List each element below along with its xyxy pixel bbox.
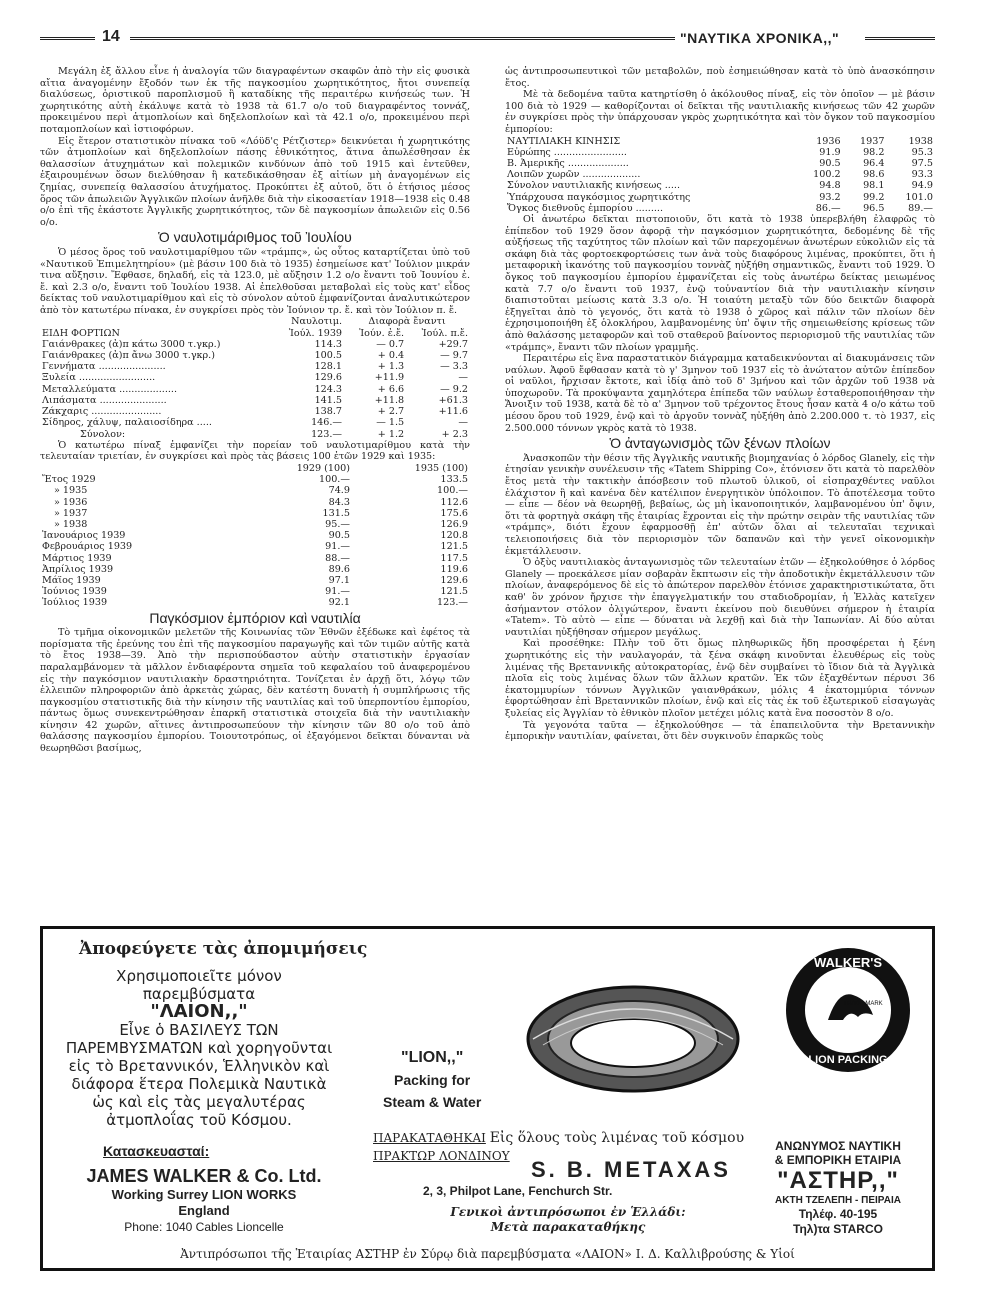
maker-name: JAMES WALKER & Co. Ltd. — [86, 1166, 322, 1186]
table-row — [40, 350, 470, 361]
paragraph: Τὰ γεγονότα ταῦτα — ἐξηκολούθησε — τὰ ἐπαπειλοῦντα τὴν Βρεταννικὴν ἐμπορικὴν ναυτιλίαν, φαίνεται, ὅτι δὲν συγκινοῦν ἐπαρκῶς τοὺς — [505, 719, 935, 743]
table-row — [40, 485, 470, 496]
paragraph: Ὁ κατωτέρω πίναξ ἐμφανίζει τὴν πορείαν τοῦ ναυλοτιμαρίθμου κατὰ τὴν τελευταίαν τριετίαν, ἐν συγκρίσει καὶ πρὸς τὰς βάσεις 100 ἐτῶν 1929 καὶ 1935: — [40, 439, 470, 463]
paragraph: Εἰς ἕτερον στατιστικὸν πίνακα τοῦ «Λόϋδ'ς Ρέτζιστερ» δεικνύεται ἡ χωρητικότης τῶν ἀτμοπλοίων καὶ δηξελοπλοίων πάσης ἐθνικότητος, ἅτινα ἀπωλέσθησαν ἐκ θαλασσίων ἀτυχημάτων καὶ πολεμικῶν κινδύνων ἀπὸ τοῦ 1915 καὶ ἐντεῦθεν, ἐξαιρουμένων ὅσων διελύθησαν ἢ κατεδικάσθησαν ἐξ αἰτίων μὴ ἀναγομένων εἰς ζημίας, συνεπείᾳ θαλασσίου ἀτυχήματος. Προκύπτει ἐξ αὐτοῦ, ὅτι ὁ ἐτήσιος μέσος ὅρος τῶν ἀπωλειῶν Ἀγγλικῶν πλοίων ἀνῆλθε διὰ τὴν εἰκοσαετίαν 1918—1938 εἰς 0.48 ο/ο ἐπὶ τῆς ἑκάστοτε Ἀγγλικῆς χωρητικότητος, τῶν δὲ παγκοσμίων ἀπωλειῶν εἰς 0.56 ο/ο. — [40, 135, 470, 228]
ad-body — [59, 967, 339, 1129]
deposit-text: Εἰς ὅλους τοὺς λιμένας τοῦ κόσμου — [489, 1130, 745, 1146]
table-cell: 100.— — [319, 474, 350, 486]
table-cell: 133.5 — [440, 474, 468, 486]
table-cell: 90.5 — [328, 530, 350, 542]
table-header-cell: 1938 — [908, 135, 933, 147]
table-cell: 99.2 — [863, 191, 885, 203]
aster-address: ΑΚΤΗ ΤΖΕΛΕΠΗ - ΠΕΙΡΑΙΑ — [775, 1195, 901, 1206]
aster-telegram: Τηλ)τα STARCO — [793, 1222, 883, 1236]
table-cell: 120.8 — [440, 530, 468, 542]
table-cell: 138.7 — [314, 406, 343, 418]
index-history-table — [40, 463, 470, 609]
table-cell: » 1935 — [54, 485, 88, 497]
agents-line: Γενικοὶ ἀντιπρόσωποι ἐν Ἑλλάδι: — [450, 1205, 686, 1219]
table-cell: 93.3 — [911, 169, 933, 181]
table-cell: Γαιάνθρακες (ἀ)π ἄνω 3000 τ.γκρ.) — [42, 350, 215, 362]
agent-label: ΠΡΑΚΤΩΡ ΛΟΝΔΙΝΟΥ — [373, 1149, 510, 1163]
table-cell: — 9.2 — [440, 383, 468, 395]
shipping-movement-table — [505, 136, 935, 214]
table-cell: 95.— — [325, 518, 350, 530]
paragraph: Ὁ μέσος ὅρος τοῦ ναυλοτιμαρίθμου τῶν «τράμπς», ὡς οὗτος καταρτίζεται ὑπὸ τοῦ «Ναυτικοῦ Ἐπιμελητηρίου» (μὲ βάσιν 100 διὰ τὸ 1935) ἐσημείωσε κατ' Ἰούλιον μικράν τινα αὔξησιν. Ἔφθασε, δηλαδή, εἰς τὰ 123.0, μὲ αὔξησιν 1.2 ο/ο ἔναντι τοῦ Ἰουνίου ἐ. ἔ. καὶ 2.3 ο/ο, ἔναντι τοῦ Ἰουλίου 1938. Αἱ ἐπελθοῦσαι μεταβολαὶ εἰς τοὺς κατ' εἶδος δείκτας τοῦ ναυλοτιμαρίθμου καὶ εἰς τὸ σύνολον αὐτοῦ ἐμφανίζονται ἀναλυτικώτερον ἀπὸ τὸν κατωτέρω πίνακα, ἐν συγκρίσει πρὸς τὸν Ἰούνιον τρ. ἔ. καὶ τὸν Ἰούλιον π. ἔ. — [40, 246, 470, 316]
table-cell: 98.6 — [863, 169, 885, 181]
table-cell: Φεβρουάριος 1939 — [42, 541, 133, 553]
table-cell: Β. Ἀμερικῆς .................... — [507, 157, 629, 169]
table-row — [40, 508, 470, 519]
paragraph: Μεγάλη ἐξ ἄλλου εἶνε ἡ ἀναλογία τῶν διαγραφέντων σκαφῶν ἀπὸ τὴν εἰς φυσικὰ αἴτια ἀναγομένην ἔξοδόν των ἐκ τῆς παγκοσμίου χωρητικότητος, ἤτοι συνεπείᾳ διαλύσεως, ὁριστικοῦ παροπλισμοῦ ἢ καταδίκης τῆς περαιτέρω κινήσεώς των. Ἡ χωρητικότης αὐτὴ ἐκάλυψε κατὰ τὸ 1938 τὰ 61.7 ο/ο τοῦ διαγραφέντος τοννάζ, προκειμένου περὶ ἀτμοπλοίων καὶ δηξελοπλοίων καὶ τὰ 42.1 ο/ο, προκειμένου περὶ ποταμοπλοίων καὶ ἱστιοφόρων. — [40, 66, 470, 135]
table-cell: 84.3 — [328, 496, 350, 508]
table-cell: 141.5 — [314, 394, 343, 406]
table-cell: 91.— — [325, 586, 350, 598]
table-cell: + 2.7 — [377, 406, 405, 418]
page-header — [40, 28, 935, 50]
table-cell: Λοιπῶν χωρῶν ................... — [507, 169, 641, 181]
table-cell: 94.9 — [911, 180, 933, 192]
table-cell: Ἔτος 1929 — [42, 474, 96, 486]
paragraph: Τὸ τμῆμα οἰκονομικῶν μελετῶν τῆς Κοινωνίας τῶν Ἐθνῶν ἐξέδωκε καὶ ἐφέτος τὰ πορίσματα τῆς ἐρεύνης του ἐπὶ τῆς παγκοσμίου παραγωγῆς καὶ τῶν τιμῶν αὐτῆς κατὰ τὸ ἔτος 1938—39. Ἀπὸ τὴν περισπούδαστον αὐτὴν στατιστικὴν ἐργασίαν παραλαμβάνομεν τὰ μᾶλλον ἐνδιαφέροντα σημεῖα τοῦ κεφαλαίου τοῦ ἀναφερομένου εἰς τὴν παγκόσμιον ναυτιλιακὴν δραστηριότητα. Τονίζεται ἐν ἀρχῇ ὅτι, λόγῳ τῶν ἐλλειπῶν πληροφοριῶν ἀπὸ ἀρκετὰς χώρας, δὲν κατέστη δυνατὴ ἡ συμπλήρωσις τῆς παγκοσμίου στατιστικῆς διὰ τὴν κίνησιν τῆς ναυτιλίας καὶ τοῦ ὑπερποντίου ἐμπορίου, πάντως ὅμως συνεκεντρώθησαν ἐπαρκῆ στατιστικὰ στοιχεῖα διὰ τὴν ναυτιλιακὴν κίνησιν 42 χωρῶν, αἵτινες ἀντιπροσωπεύουν τὴν κίνησιν τῶν 80 ο/ο τοῦ ἀπὸ θαλάσσης παγκοσμίου ἐμπορίου. Τοιουτοτρόπως, οἱ ἐξαγόμενοι δεῖκται δύνανται νὰ θεωρηθῶσι βασίμως, — [40, 627, 470, 755]
table-cell: +61.3 — [438, 394, 468, 406]
maker-block — [59, 1165, 349, 1235]
table-cell: Ὄγκος διεθνοῦς ἐμπορίου ......... — [507, 202, 664, 214]
table-row — [40, 586, 470, 597]
maker-phone: Phone: 1040 Cables Lioncelle — [124, 1220, 284, 1234]
table-cell: Μεταλλεύματα ................... — [42, 383, 178, 395]
table-cell: Ἰούνιος 1939 — [42, 586, 107, 598]
table-cell: 128.1 — [314, 361, 343, 373]
table-cell: 90.5 — [819, 157, 841, 169]
table-row — [40, 395, 470, 406]
paragraph: Ὁ ὀξὺς ναυτιλιακὸς ἀνταγωνισμὸς τῶν τελευταίων ἐτῶν — ἐξηκολούθησε ὁ λόρδος Glanely — προεκάλεσε μίαν σοβαρὰν ἔκπτωσιν εἰς τὴν ἀποδοτικὴν ἐκμετάλλευσιν τῶν πλοίων, ἀναφερόμενος δὲ εἰς τὸ ἀπώτερον παρελθὸν ἐτόνισε χαρακτηριστικώτατα, ὅτι καθ' ὃν χρόνον ἤρχισε τὴν ἐπαγγελματικήν του σταδιοδρομίαν, ἡ Ἑλλὰς κατεῖχεν ἀσήμαντον στόλον ὀλιγώτερον, ἔναντι ἐκείνου ποὺ διευθύνει σήμερον ἡ ἑταιρία «Tatem». Τὸ αὐτὸ — εἶπε — δύναται νὰ λεχθῇ καὶ διὰ τὴν Ἰαπωνίαν. Αἱ δύο αὐται ναυτιλίαι ηὐξήθησαν σήμερον μεγάλως. — [505, 557, 935, 638]
seal-top-text: WALKER'S — [813, 955, 883, 970]
table-cell: 97.1 — [328, 574, 350, 586]
table-cell: 129.6 — [440, 574, 468, 586]
table-row — [40, 575, 470, 586]
table-cell: Ὑπάρχουσα παγκόσμιος χωρητικότης — [507, 191, 691, 203]
lion-line: Packing for — [394, 1072, 471, 1088]
table-cell: +29.7 — [438, 338, 468, 350]
table-cell: 100.2 — [813, 169, 841, 181]
table-header-cell: ΝΑΥΤΙΛΙΑΚΗ ΚΙΝΗΣΙΣ — [507, 135, 621, 147]
table-cell: 91.9 — [819, 146, 841, 158]
lion-packing-text — [383, 1047, 481, 1113]
table-cell: + 1.2 — [377, 428, 405, 440]
right-column — [505, 66, 935, 743]
table-row — [40, 361, 470, 372]
table-cell: 86.— — [815, 202, 841, 214]
magazine-title: "ΝΑΥΤΙΚΑ ΧΡΟΝΙΚΑ,," — [680, 30, 840, 46]
table-total-row — [40, 429, 470, 440]
header-rule — [130, 37, 675, 40]
table-cell: — 1.5 — [376, 417, 405, 429]
page-number: 14 — [102, 28, 120, 45]
table-cell: Ἰούλιος 1939 — [42, 597, 108, 609]
maker-label: Κατασκευασταί: — [103, 1143, 210, 1159]
table-cell: 131.5 — [322, 507, 350, 519]
table-header-cell — [40, 463, 234, 474]
seal-center-text: TRADE MARK — [843, 1001, 883, 1007]
table-header-row — [40, 463, 470, 474]
table-row — [40, 497, 470, 508]
table-row — [40, 474, 470, 485]
table-cell: 112.6 — [440, 496, 468, 508]
table-cell: Σύνολον: — [80, 428, 126, 440]
table-cell: 94.8 — [819, 180, 841, 192]
lion-line: Steam & Water — [383, 1094, 482, 1110]
table-cell: 126.9 — [440, 518, 468, 530]
table-header-cell: 1936 — [816, 135, 841, 147]
table-header-cell: Ἰούλ. π.ἔ. — [421, 327, 468, 339]
table-cell: — 3.3 — [440, 361, 468, 373]
table-row — [505, 180, 935, 191]
table-cell: 93.2 — [819, 191, 841, 203]
table-cell: Μάϊος 1939 — [42, 574, 101, 586]
table-row — [40, 597, 470, 608]
table-row — [505, 203, 935, 214]
table-cell: 117.5 — [440, 552, 468, 564]
table-header-row — [505, 136, 935, 147]
table-header-cell: Ἰούλ. 1939 — [288, 327, 343, 339]
aster-line: & ΕΜΠΟΡΙΚΗ ΕΤΑΙΡΙΑ — [774, 1153, 902, 1167]
table-cell: 89.6 — [328, 563, 350, 575]
table-row — [40, 417, 470, 428]
seal-bottom-text: LION PACKING — [808, 1054, 888, 1066]
table-header-cell: 1937 — [860, 135, 885, 147]
section-heading: Παγκόσμιον ἐμπόριον καὶ ναυτιλία — [149, 609, 361, 626]
table-cell: Γαιάνθρακες (ἀ)π κάτω 3000 τ.γκρ.) — [42, 338, 221, 350]
table-row — [40, 406, 470, 417]
table-row — [40, 384, 470, 395]
table-row — [40, 553, 470, 564]
packing-ring-illustration — [523, 979, 743, 1099]
table-cell: +11.6 — [438, 406, 468, 418]
table-cell: 175.6 — [440, 507, 468, 519]
table-cell: 98.2 — [863, 146, 885, 158]
table-header-cell: Ναυλοτιμ. — [291, 316, 343, 328]
agents-line: Μετὰ παρακαταθήκης — [490, 1220, 646, 1234]
freight-index-table — [40, 316, 470, 439]
table-row — [505, 169, 935, 180]
table-cell: 97.5 — [911, 157, 933, 169]
table-row — [40, 530, 470, 541]
table-header-cell: 1929 (100) — [296, 462, 350, 474]
table-cell: +11.9 — [374, 372, 405, 384]
newspaper-page — [40, 28, 935, 1261]
table-cell: — 9.7 — [440, 350, 468, 362]
table-row — [40, 339, 470, 350]
table-cell: Σύνολον ναυτιλιακῆς κινήσεως ..... — [507, 180, 681, 192]
paragraph: Μὲ τὰ δεδομένα ταῦτα κατηρτίσθη ὁ ἀκόλουθος πίναξ, εἰς τὸν ὁποῖον — μὲ βάσιν 100 διὰ τὸ 1929 — καθορίζονται οἱ δεῖκται τῆς ναυτιλιακῆς κινήσεως τῶν 42 χωρῶν ἐν συγκρίσει πρὸς τὴν ὑπάρχουσαν γκρὸς χωρητικότητα καὶ τὸν ὄγκον τοῦ παγκοσμίου ἐμπορίου: — [505, 89, 935, 135]
table-cell: 98.1 — [863, 180, 885, 192]
table-cell: Λιπάσματα ...................... — [42, 394, 167, 406]
table-cell: 96.4 — [863, 157, 885, 169]
table-header-cell: Ἰούν. ἐ.ἔ. — [359, 327, 405, 339]
table-cell: + 1.3 — [377, 361, 405, 373]
table-cell: + 2.3 — [441, 428, 468, 440]
table-row — [40, 541, 470, 552]
lion-quote: "LION,," — [401, 1049, 464, 1066]
table-cell: Σίδηρος, χάλυψ, παλαιοσίδηρα ..... — [42, 417, 212, 429]
table-cell: 89.— — [908, 202, 933, 214]
table-header-cell: Διαφορὰ ἔναντι — [368, 316, 446, 328]
table-row — [505, 158, 935, 169]
table-cell: Γεννήματα ...................... — [42, 361, 166, 373]
table-cell: 129.6 — [314, 372, 343, 384]
table-header-cell — [40, 316, 271, 327]
ad-line: Χρησιμοποιεῖτε μόνον παρεμβύσματα — [116, 967, 282, 1003]
header-rule — [40, 37, 95, 40]
table-cell: Ξυλεία ......................... — [42, 372, 156, 384]
ad-brand: "ΛΑΙΟΝ,," — [150, 1001, 248, 1022]
table-cell: 119.6 — [440, 563, 468, 575]
maker-location: Working Surrey LION WORKS — [111, 1187, 297, 1202]
table-cell: 91.— — [325, 541, 350, 553]
table-cell: 74.9 — [328, 485, 350, 497]
table-cell: 123.— — [311, 428, 343, 440]
aster-name: "ΑΣΤΗΡ,," — [777, 1167, 899, 1194]
table-cell: + 6.6 — [377, 383, 405, 395]
table-cell: » 1938 — [54, 518, 88, 530]
section-heading: Ὁ ναυλοτιμάριθμος τοῦ Ἰουλίου — [158, 229, 352, 246]
table-row — [505, 192, 935, 203]
paragraph: Καὶ προσέθηκε: Πλὴν τοῦ ὅτι ὅμως πληθωρικῶς ἤδη προσφέρεται ἡ ξένη χωρητικότης εἰς τὴν ναυλαγοράν, τὰ ξένα σκάφη κινοῦνται ἐλευθέρως εἰς τοὺς λιμένας τῆς Βρεταννικῆς αὐτοκρατορίας, ἐνῷ δὲν συμβαίνει τὸ ἴδιον διὰ τὰ Ἀγγλικὰ πλοῖα εἰς τοὺς λιμένας ὅλων τῶν ἄλλων κρατῶν. Ἐκ τῶν ἐξαχθέντων πέρυσι 36 ἑκατομμυρίων τόννων Ἀγγλικῶν γαιανθράκων, μόλις 4 ἑκατομμύρια τόννων ἐφορτώθησαν ἐπὶ Βρεταννικῶν πλοίων, ἐνῷ καὶ εἰς τὰς ἐκ τοῦ ἐξωτερικοῦ εἰσαγωγὰς ξυλείας εἰς Ἀγγλίαν τὸ ἐθνικὸν πλοῖον μετέχει μόλις κατὰ ἓνα ποσοστὸν 8 ο/ο. — [505, 638, 935, 719]
ad-title: Ἀποφεύγετε τὰς ἀπομιμήσεις — [73, 939, 373, 959]
table-cell: Μάρτιος 1939 — [42, 552, 112, 564]
table-header-cell: ΕΙΔΗ ΦΟΡΤΙΩΝ — [42, 327, 120, 339]
advertisement — [40, 926, 935, 1271]
table-row — [40, 519, 470, 530]
table-header-row — [40, 316, 470, 327]
table-cell: +11.8 — [374, 394, 405, 406]
table-cell: Εὐρώπης ........................ — [507, 146, 627, 158]
table-cell: 101.0 — [905, 191, 933, 203]
table-cell: 121.5 — [440, 541, 468, 553]
maker-location: England — [178, 1203, 230, 1218]
left-column — [40, 66, 470, 755]
paragraph: Ἀνασκοπῶν τὴν θέσιν τῆς Ἀγγλικῆς ναυτικῆς βιομηχανίας ὁ λόρδος Glanely, εἰς τὴν ἐτησίαν γενικὴν συνέλευσιν τῆς «Tatem Shipping Co», ἐτόνισεν ὅτι κατὰ τὸ παρελθὸν ἔτος μετὰ τὴν τακτικὴν ἀπόσβεσιν τοῦ πλωτοῦ ὑλικοῦ, οἱ εἰσπραχθέντες ναῦλοι ἐλάχιστον ἢ καὶ κανένα δὲν κατέλιπον ἐνεργητικὸν ὑπόλοιπον. Τὸ ἀποτέλεσμα τοῦτο — εἶπε — δέον νὰ θεωρηθῇ, βεβαίως, ὡς μὴ ἱκανοποιητικόν, λαμβανομένου ὑπ' ὄψιν, ὅτι τὰ φορτηγὰ σκάφη τῆς ἑταιρίας ἔχρονται εἰς τὴν πρώτην σειρὰν τῆς ναυτιλίας τῶν «τράμπς», διότι ἔχουν ἐφαρμοσθῇ ἐπ' αὐτῶν ὅλαι αἱ τελευταῖαι τεχνικαὶ τελειοποιήσεις διὰ τὸν περιορισμὸν τῶν δαπανῶν καὶ τὴν γενεῖ οἰκονομικὴν ἐκμετάλλευσιν. — [505, 452, 935, 557]
table-cell: 88.— — [325, 552, 350, 564]
table-cell: 123.— — [437, 597, 468, 609]
aster-line: ΑΝΩΝΥΜΟΣ ΝΑΥΤΙΚΗ — [775, 1139, 901, 1153]
table-header-cell: 1935 (100) — [414, 462, 468, 474]
table-cell: 146.— — [311, 417, 343, 429]
ad-line: Εἶνε ὁ ΒΑΣΙΛΕΥΣ ΤΩΝ ΠΑΡΕΜΒΥΣΜΑΤΩΝ καὶ χορηγοῦνται εἰς τὸ Βρεταννικόν, Ἑλληνικὸν καὶ διάφορα ἕτερα Πολεμικὰ Ναυτικὰ ὡς καὶ εἰς τὰς μεγαλυτέρας ἀτμοπλοΐας τοῦ Κόσμου. — [65, 1021, 333, 1129]
table-cell: 124.3 — [314, 383, 343, 395]
table-row — [40, 564, 470, 575]
agent-name: S. B. METAXAS — [531, 1157, 731, 1182]
table-cell: — 0.7 — [376, 338, 405, 350]
aster-phone: Τηλέφ. 40-195 — [798, 1207, 878, 1221]
deposit-label: ΠΑΡΑΚΑΤΑΘΗΚΑΙ — [373, 1131, 486, 1145]
section-heading: Ὁ ἀνταγωνισμὸς τῶν ξένων πλοίων — [609, 435, 831, 452]
ad-footer: Ἀντιπρόσωποι τῆς Ἑταιρίας ΑΣΤΗΡ ἐν Σύρῳ διὰ παρεμβύσματα «ΛΑΙΟΝ» Ι. Δ. Καλλιβρούσης & Υἱοί — [180, 1247, 795, 1261]
table-cell: + 0.4 — [377, 350, 405, 362]
table-header-row — [40, 328, 470, 339]
paragraph: Περαιτέρω εἰς ἓνα παραστατικὸν διάγραμμα καταδεικνύονται αἱ διακυμάνσεις τῶν ναύλων. Ἀφοῦ ἔφθασαν κατὰ τὸ γ' 3μηνον τοῦ 1937 εἰς τὸ ἀνώτατον αὐτῶν ἐπίπεδον οἱ ναῦλοι, ἤρχισαν ἔκτοτε, καὶ ἰδίᾳ ἀπὸ τοῦ δ' 3μήνου καὶ τῶν ἀρχῶν τοῦ 1938 νὰ ὑποχωροῦν. Τὰ προκύψαντα χαμηλότερα ἐπίπεδα τῶν ναύλων ἐσταθεροποιήθησαν τὴν Ἄνοιξιν τοῦ 1938, κατὰ δὲ τὸ α' 3μηνον τοῦ τρέχοντος ἔτους ἦσαν κατὰ 4 ο/ο κάτω τοῦ μέσου ὅρου τοῦ 1929, ἐνῷ καὶ τὸ ἀργοῦν τοννὰζ ηὐξήθη ἀπὸ 2.200.000 τ. τὸ 1937, εἰς 2.500.000 τόννων γκρὸς κατὰ τὸ 1938. — [505, 353, 935, 434]
table-cell: 100.5 — [314, 350, 343, 362]
table-row — [40, 372, 470, 383]
table-cell: Ἰανουάριος 1939 — [42, 530, 126, 542]
table-cell: » 1937 — [54, 507, 88, 519]
table-cell: 96.5 — [863, 202, 885, 214]
table-cell: — — [458, 417, 468, 429]
agent-address: 2, 3, Philpot Lane, Fenchurch Str. — [423, 1184, 613, 1198]
table-cell: 92.1 — [328, 597, 350, 609]
general-agents — [443, 1205, 693, 1235]
table-cell: 114.3 — [314, 338, 343, 350]
header-rule — [865, 37, 935, 40]
walkers-lion-seal — [783, 945, 913, 1075]
table-cell: 121.5 — [440, 586, 468, 598]
table-cell: Ζάκχαρις ....................... — [42, 406, 162, 418]
table-cell: 95.3 — [911, 146, 933, 158]
table-row — [505, 147, 935, 158]
table-cell: 100.— — [437, 485, 468, 497]
table-cell: » 1936 — [54, 496, 88, 508]
paragraph: ὡς ἀντιπροσωπευτικοὶ τῶν μεταβολῶν, ποὺ ἐσημειώθησαν κατὰ τὸ ὑπὸ ἀνασκόπησιν ἔτος. — [505, 66, 935, 89]
aster-company — [748, 1139, 928, 1237]
table-cell: Ἀπρίλιος 1939 — [42, 563, 114, 575]
table-cell: — — [458, 372, 468, 384]
paragraph: Οἱ ἀνωτέρω δεῖκται πιστοποιοῦν, ὅτι κατὰ τὸ 1938 ὑπερεβλήθη ἐλαφρῶς τὸ ἐπίπεδον τοῦ 1929 ὅσον ἀφορᾷ τὴν παγκόσμιον χωρητικότητα, δεδομένης δὲ τῆς αὐξήσεως τῆς ταχύτητος τῶν πλοίων καὶ τῶν παρεχομένων ἀνωτέρων εὐκολιῶν εἰς τὰ σκάφη διὰ τὰς φορτοεκφορτώσεις των ἀνὰ τοὺς διαφόρους λιμένας, προκύπτει, ὅτι ἡ μεταφορικὴ ἱκανότης τοῦ παγκοσμίου τοννὰζ ηὐξήθη σημαντικῶς, ἔναντι τοῦ 1929. Ὁ ὄγκος τοῦ παγκοσμίου ἐμπορίου ἐμφανίζεται εἰς τοὺς ἀνωτέρω δείκτας μειωμένος κατὰ 7.7 ο/ο ἔναντι τοῦ 1937, ἐνῷ τοὐναντίον διὰ τὴν ναυτιλιακὴν κίνησιν διαπιστοῦται μείωσις κατὰ 3.3 ο/ο. Ἡ τοιαύτη μεταξὺ τῶν δύο δεικτῶν διαφορὰ ἐξηγεῖται ἀπὸ τὸ γεγονός, ὅτι κατὰ τὸ 1938 ὁ χῶρος καὶ πάλιν τῶν πλοίων δὲν ἐχρησιμοποιήθη ἐξ ὁλοκλήρου, λαμβανομένης ὑπ' ὄψιν τῆς σημειωθείσης κρίσεως τῶν ἀπὸ θαλάσσης μεταφορῶν καὶ τοῦ σταθεροῦ βαίνοντος περιορισμοῦ τῆς ναυτιλίας τῶν «τράμπς», ἔναντι τῶν πλοίων γραμμῆς. — [505, 213, 935, 353]
